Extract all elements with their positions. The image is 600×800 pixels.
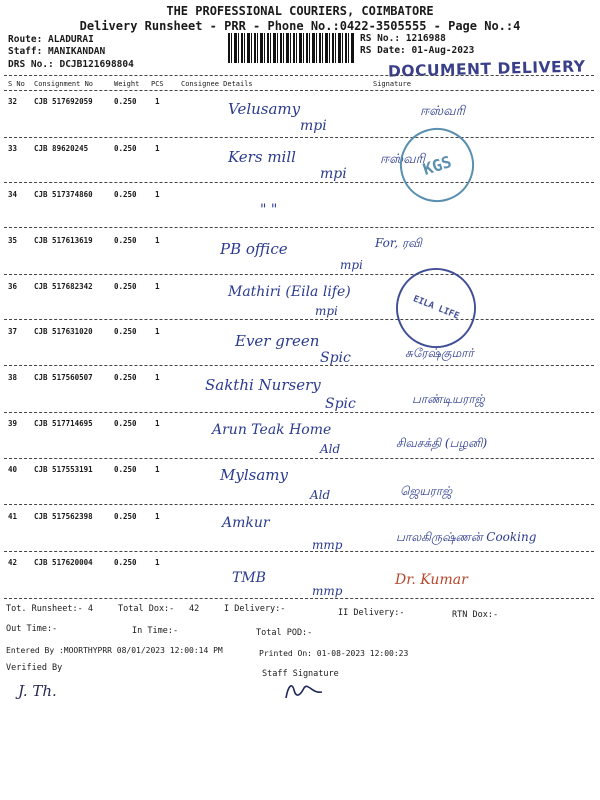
kgs-seal: KGS [390, 118, 483, 211]
staff-signature-scribble [282, 680, 326, 702]
row-weight: 0.250 [114, 373, 137, 382]
row-consignment: CJB 517620004 [34, 558, 93, 567]
row-sno: 40 [8, 465, 18, 474]
row-divider [4, 598, 594, 599]
consignee-area: mmp [312, 538, 343, 552]
consignee-name: TMB [232, 570, 266, 586]
verifier-initials: J. Th. [18, 682, 57, 700]
consignee-name: Kers mill [228, 148, 296, 166]
rs-date: RS Date: 01-Aug-2023 [360, 45, 475, 56]
row-sno: 32 [8, 97, 18, 106]
row-consignment: CJB 517553191 [34, 465, 93, 474]
col-consignment: Consignment No [34, 80, 94, 88]
col-signature: Signature [373, 80, 411, 88]
i-delivery: I Delivery:- [224, 604, 286, 614]
consignee-area: mpi [340, 258, 363, 272]
runsheet-title: Delivery Runsheet - PRR - Phone No.:0422-3505555 - Page No.:4 [79, 19, 521, 33]
col-consignee: Consignee Details [181, 80, 253, 88]
row-sno: 37 [8, 327, 18, 336]
row-weight: 0.250 [114, 465, 137, 474]
barcode [228, 33, 354, 63]
row-weight: 0.250 [114, 512, 137, 521]
row-pcs: 1 [155, 327, 160, 336]
header-top-rule [4, 75, 594, 76]
row-pcs: 1 [155, 236, 160, 245]
row-consignment: CJB 89620245 [34, 144, 89, 153]
row-pcs: 1 [155, 190, 160, 199]
col-weight: Weight [114, 80, 140, 88]
row-sno: 35 [8, 236, 18, 245]
consignee-area: mpi [300, 118, 327, 134]
signature: பாலகிருஷ்ணன் Cooking [396, 530, 537, 544]
consignee-name: PB office [220, 240, 288, 258]
company-title: THE PROFESSIONAL COURIERS, COIMBATORE [166, 4, 434, 18]
row-pcs: 1 [155, 97, 160, 106]
row-divider [4, 551, 594, 552]
consignee-name: Mathiri (Eila life) [228, 284, 351, 300]
row-sno: 42 [8, 558, 18, 567]
row-weight: 0.250 [114, 236, 137, 245]
printed-on: Printed On: 01-08-2023 12:00:23 [259, 649, 409, 658]
consignee-name: Ever green [235, 332, 320, 350]
signature: For, ரவி [375, 236, 422, 250]
route-label: Route: ALADURAI [8, 34, 94, 45]
row-consignment: CJB 517692059 [34, 97, 93, 106]
row-divider [4, 458, 594, 459]
row-pcs: 1 [155, 282, 160, 291]
signature: ஈஸ்வரி [420, 104, 465, 119]
rs-number: RS No.: 1216988 [360, 33, 446, 44]
col-sno: S No [8, 80, 25, 88]
consignee-area: Ald [310, 488, 331, 502]
row-pcs: 1 [155, 419, 160, 428]
row-consignment: CJB 517613619 [34, 236, 93, 245]
row-pcs: 1 [155, 465, 160, 474]
consignee-name: " " [260, 202, 278, 218]
in-time: In Time:- [132, 626, 179, 636]
verified-by: Verified By [6, 663, 63, 673]
row-consignment: CJB 517562398 [34, 512, 93, 521]
consignee-name: Sakthi Nursery [205, 376, 321, 394]
row-divider [4, 412, 594, 413]
row-pcs: 1 [155, 373, 160, 382]
row-divider [4, 319, 594, 320]
drs-number: DRS No.: DCJB121698804 [8, 59, 134, 70]
signature: ஜெயராஜ் [400, 484, 453, 498]
consignee-name: Mylsamy [220, 466, 288, 484]
row-sno: 38 [8, 373, 18, 382]
consignee-name: Amkur [222, 515, 270, 531]
consignee-area: mpi [315, 304, 338, 318]
row-divider [4, 504, 594, 505]
consignee-name: Arun Teak Home [212, 422, 332, 438]
consignee-area: Spic [320, 350, 351, 366]
ii-delivery: II Delivery:- [338, 608, 405, 618]
row-sno: 39 [8, 419, 18, 428]
row-sno: 34 [8, 190, 18, 199]
total-pod: Total POD:- [256, 628, 313, 638]
row-weight: 0.250 [114, 144, 137, 153]
row-pcs: 1 [155, 558, 160, 567]
row-weight: 0.250 [114, 97, 137, 106]
staff-label: Staff: MANIKANDAN [8, 46, 106, 57]
row-divider [4, 137, 594, 138]
staff-signature-label: Staff Signature [262, 669, 339, 679]
row-sno: 41 [8, 512, 18, 521]
row-consignment: CJB 517631020 [34, 327, 93, 336]
row-consignment: CJB 517560507 [34, 373, 93, 382]
row-divider [4, 182, 594, 183]
row-divider [4, 365, 594, 366]
document-delivery-stamp: DOCUMENT DELIVERY [387, 57, 586, 81]
row-pcs: 1 [155, 512, 160, 521]
consignee-area: Ald [320, 442, 341, 456]
row-sno: 36 [8, 282, 18, 291]
signature: சுரேஷ்குமார் [405, 346, 474, 360]
signature: சிவசக்தி (பழனி) [396, 436, 488, 450]
row-sno: 33 [8, 144, 18, 153]
row-weight: 0.250 [114, 419, 137, 428]
header-bottom-rule [4, 90, 594, 91]
total-dox-value: 42 [189, 604, 200, 614]
signature: Dr. Kumar [395, 572, 468, 588]
row-divider [4, 227, 594, 228]
tot-runsheet: Tot. Runsheet:- 4 [6, 604, 93, 614]
out-time: Out Time:- [6, 624, 58, 634]
row-weight: 0.250 [114, 282, 137, 291]
row-divider [4, 274, 594, 275]
signature: ஈஸ்வரி [380, 152, 425, 167]
consignee-area: Spic [325, 396, 356, 412]
row-weight: 0.250 [114, 558, 137, 567]
row-pcs: 1 [155, 144, 160, 153]
row-consignment: CJB 517682342 [34, 282, 93, 291]
eila-life-seal: EILA LIFE [384, 256, 488, 360]
consignee-area: mmp [312, 584, 343, 598]
col-pcs: PCS [151, 80, 164, 88]
row-consignment: CJB 517714695 [34, 419, 93, 428]
rtn-dox: RTN Dox:- [452, 610, 499, 620]
signature: பாண்டியராஜ் [412, 392, 485, 406]
row-weight: 0.250 [114, 190, 137, 199]
consignee-area: mpi [320, 166, 347, 182]
entered-by: Entered By :MOORTHYPRR 08/01/2023 12:00:14 PM [6, 646, 223, 655]
row-weight: 0.250 [114, 327, 137, 336]
consignee-name: Velusamy [228, 100, 301, 118]
total-dox-label: Total Dox:- [118, 604, 175, 614]
row-consignment: CJB 517374860 [34, 190, 93, 199]
